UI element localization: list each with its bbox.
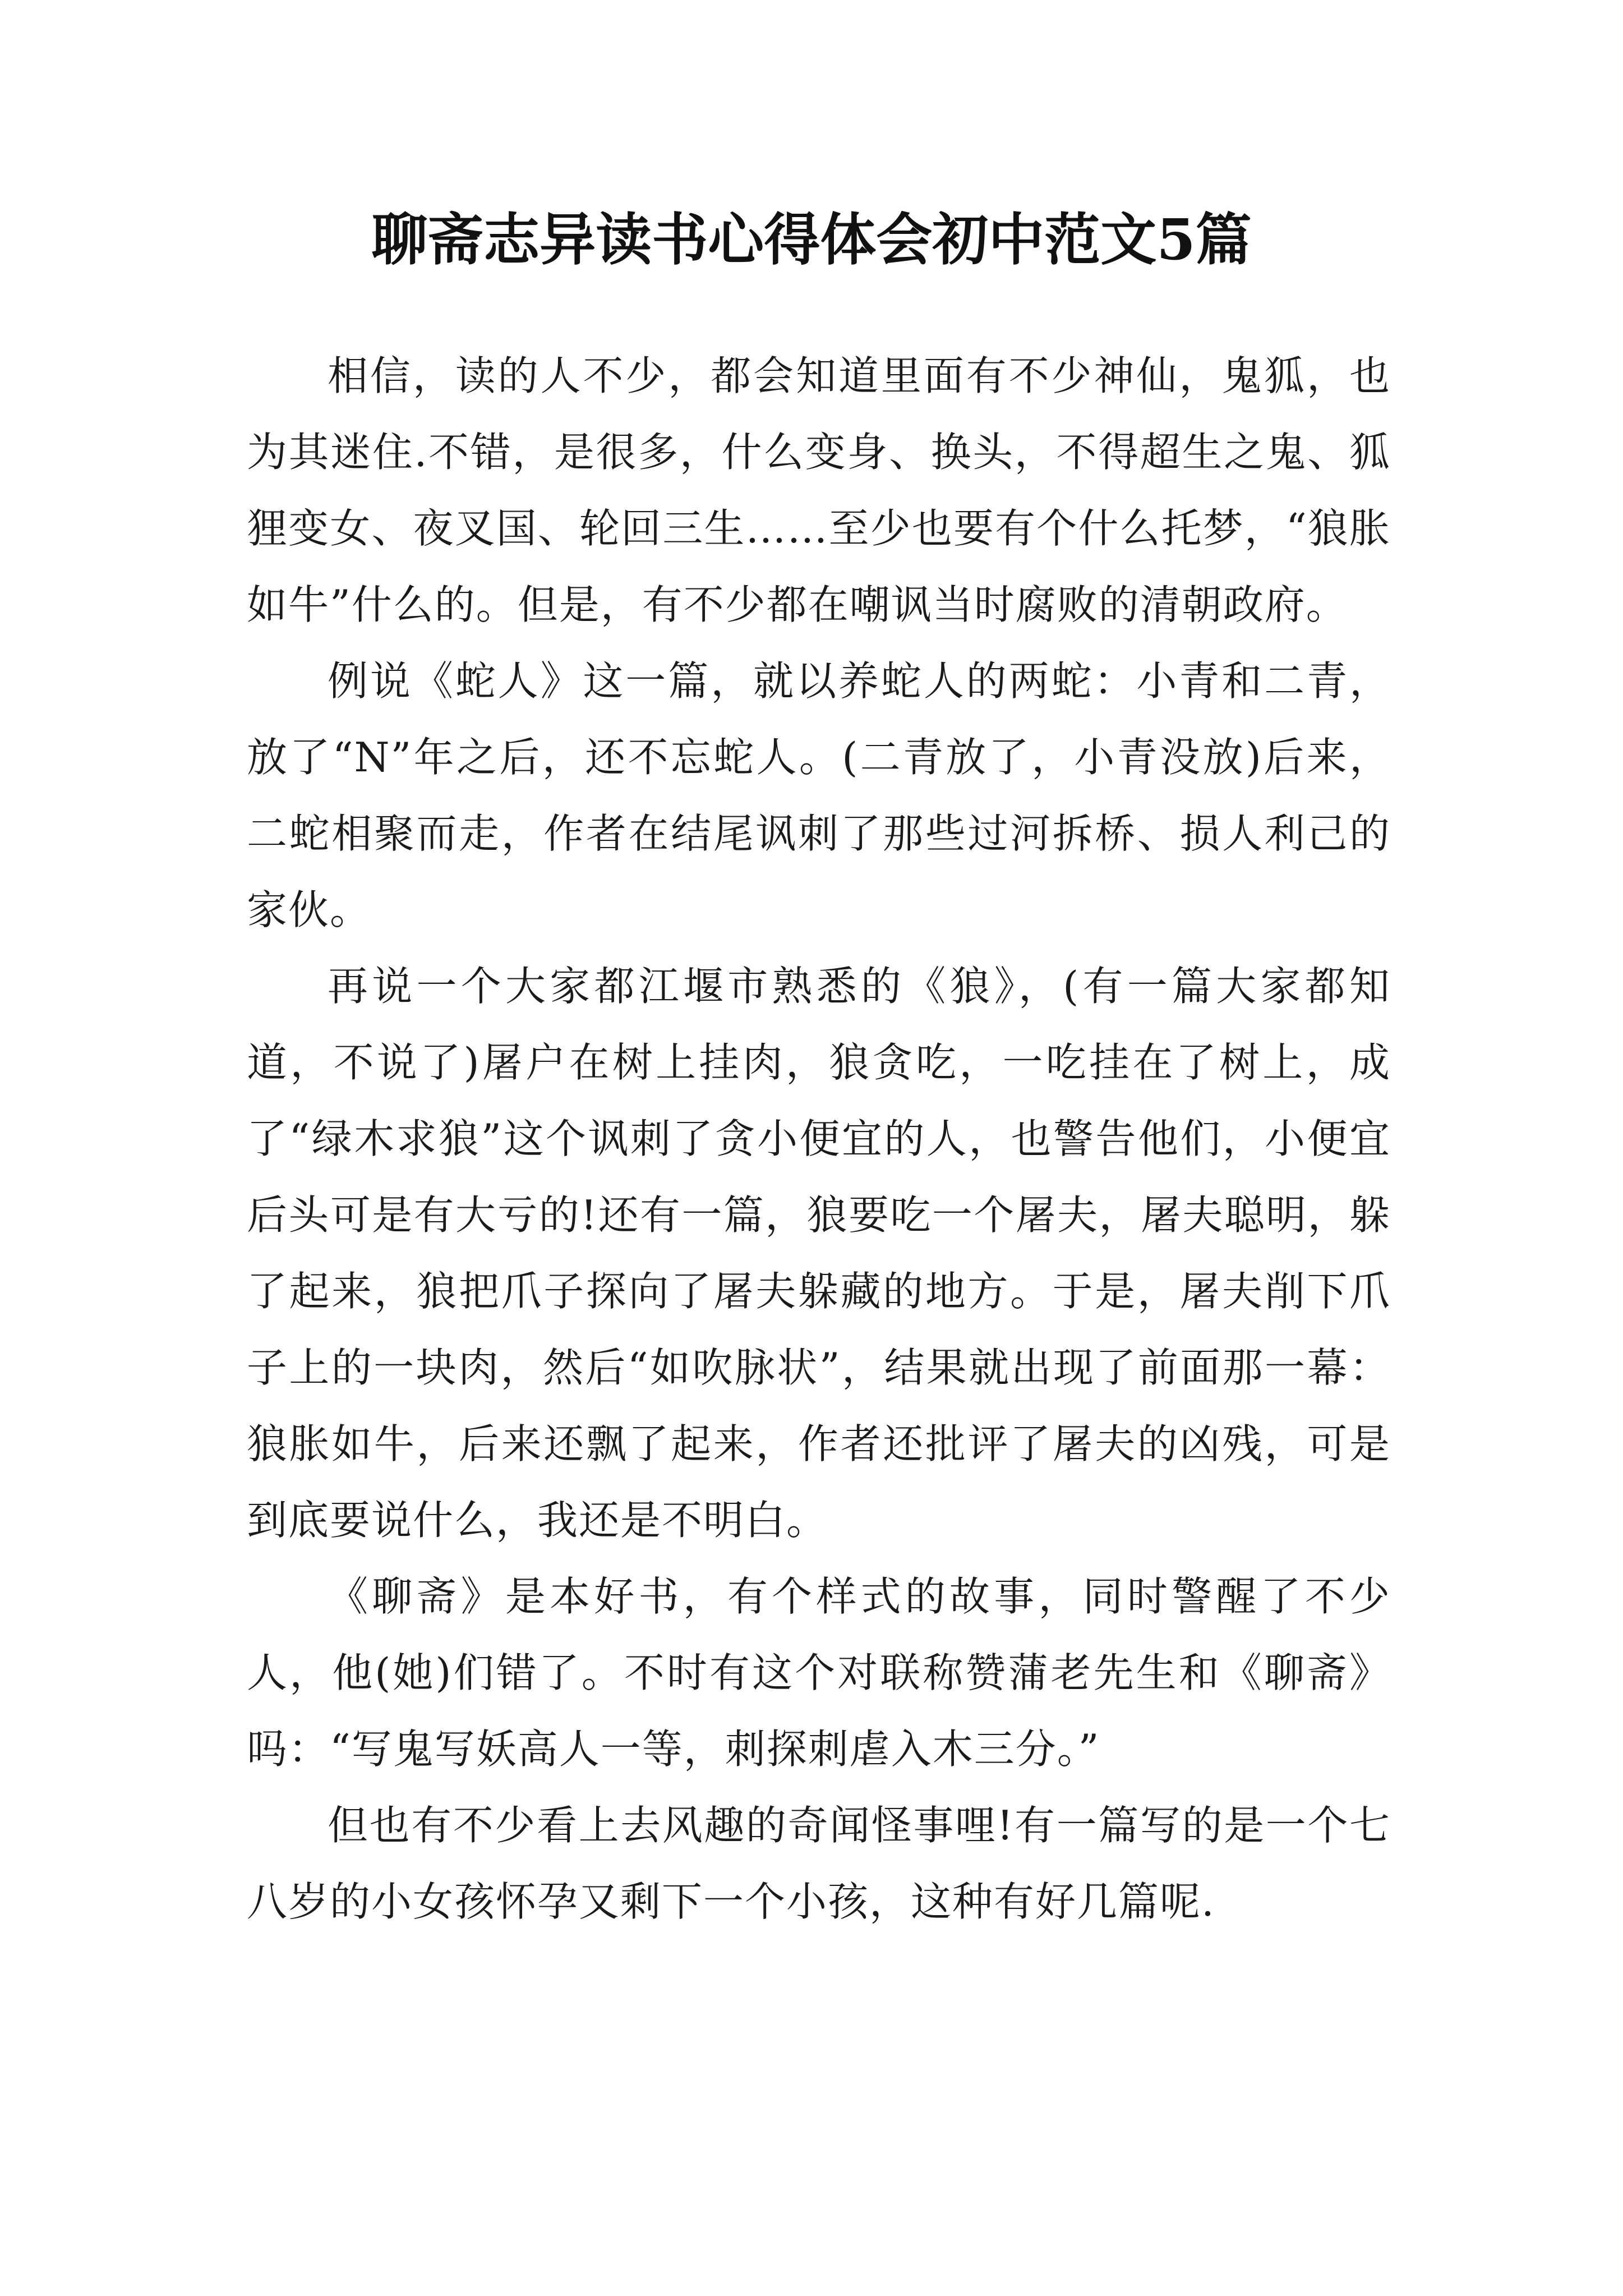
document-title: 聊斋志异读书心得体会初中范文5篇 [371,206,1252,273]
paragraph-3: 再说一个大家都江堰市熟悉的《狼》，(有一篇大家都知道，不说了)屠户在树上挂肉，狼贪吃，一吃挂在了树上，成了“绿木求狼”这个讽刺了贪小便宜的人，也警告他们，小便宜后头可是有大亏的!还有一篇，狼要吃一个屠夫，屠夫聪明，躲了起来，狼把爪子探向了屠夫躲藏的地方。于是，屠夫削下爪子上的一块肉，然后“如吹脉状”，结果就出现了前面那一幕：狼胀如牛，后来还飘了起来，作者还批评了屠夫的凶残，可是到底要说什么，我还是不明白。 [247,963,1391,1544]
paragraph-5: 但也有不少看上去风趣的奇闻怪事哩!有一篇写的是一个七八岁的小女孩怀孕又剩下一个小孩，这种有好几篇呢. [247,1802,1391,1925]
paragraph-4: 《聊斋》是本好书，有个样式的故事，同时警醒了不少人，他(她)们错了。不时有这个对联称赞蒲老先生和《聊斋》吗：“写鬼写妖高人一等，刺探刺虐入木三分。” [247,1573,1391,1773]
document-body [247,338,1391,1940]
paragraph-2: 例说《蛇人》这一篇，就以养蛇人的两蛇：小青和二青，放了“N”年之后，还不忘蛇人。(二青放了，小青没放)后来，二蛇相聚而走，作者在结尾讽刺了那些过河拆桥、损人利己的家伙。 [247,657,1391,933]
paragraph-1: 相信，读的人不少，都会知道里面有不少神仙，鬼狐，也为其迷住.不错，是很多，什么变身、换头，不得超生之鬼、狐狸变女、夜叉国、轮回三生……至少也要有个什么托梦，“狼胀如牛”什么的。但是，有不少都在嘲讽当时腐败的清朝政府。 [247,352,1391,628]
